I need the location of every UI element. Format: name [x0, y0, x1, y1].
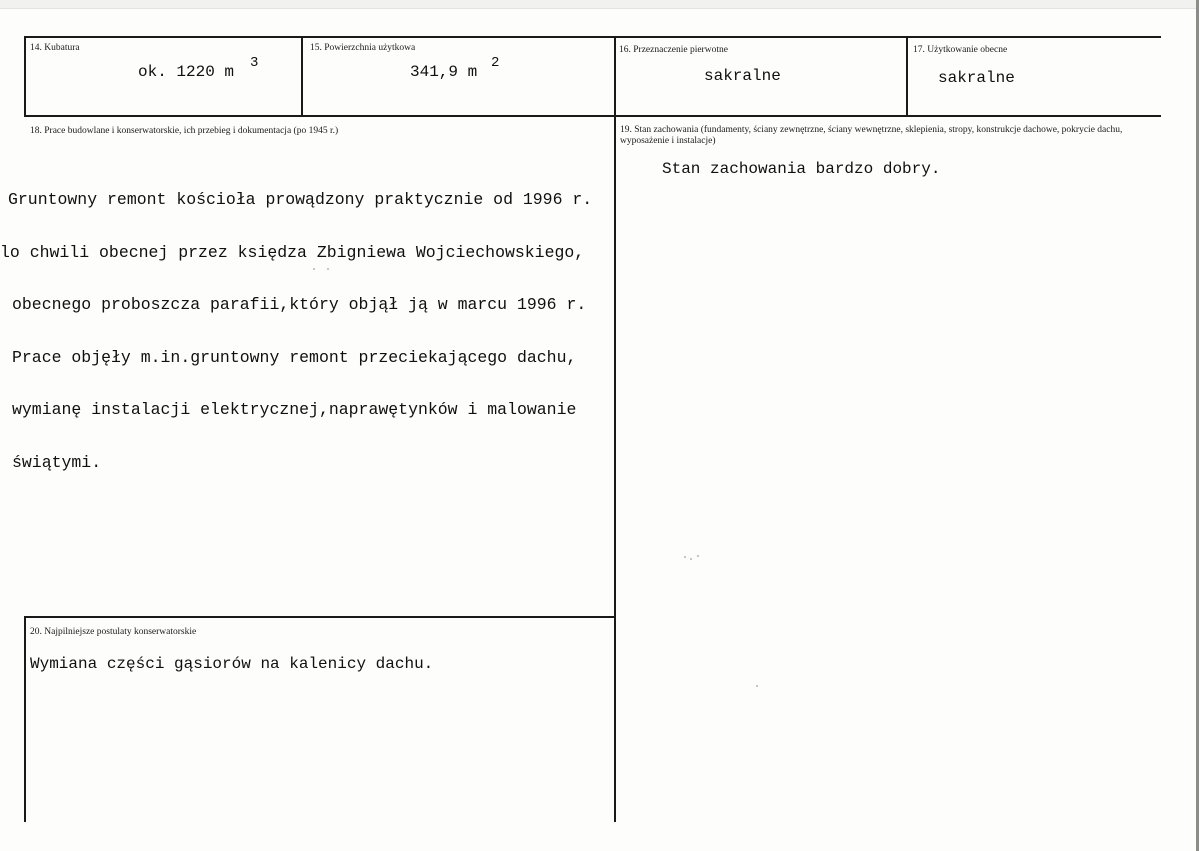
scan-speck [697, 555, 699, 557]
field-15-label: 15. Powierzchnia użytkowa [310, 43, 416, 53]
divider-16-17 [906, 36, 908, 117]
field-15-value: 341,9 m [410, 63, 478, 81]
scan-speck [684, 556, 686, 558]
scan-speck [313, 268, 315, 270]
left-border-field20 [24, 616, 26, 822]
left-border [24, 36, 26, 117]
field-18-label: 18. Prace budowlane i konserwatorskie, ich przebieg i dokumentacja (po 1945 r.) [30, 126, 339, 136]
field-18-text [0, 156, 592, 506]
field-18-line: lo chwili obecnej przez księdza Zbigniewa Wojciechowskiego, [0, 242, 585, 262]
field-16-value: sakralne [704, 67, 781, 85]
field-19-label: 19. Stan zachowania (fundamenty, ściany zewnętrzne, ściany wewnętrzne, sklepienia, stropy, konstrukcje dachowe, pokrycie dachu, wyposażenie i instalacje) [620, 125, 1123, 146]
field-17-value: sakralne [938, 69, 1015, 87]
scan-top-edge [0, 0, 1199, 9]
field-18-line: Gruntowny remont kościoła prowądzony praktycznie od 1996 r. [8, 190, 593, 209]
divider-14-15 [301, 36, 303, 117]
field-18-line: świątymi. [12, 452, 102, 472]
field-18-line: wymianę instalacji elektrycznej,naprawętynków i malowanie [12, 400, 577, 419]
field-19-value: Stan zachowania bardzo dobry. [662, 160, 941, 178]
scan-speck [690, 558, 692, 560]
field-20-label: 20. Najpilniejsze postulaty konserwatorskie [30, 627, 197, 637]
scan-speck [327, 268, 329, 270]
field-20-value: Wymiana części gąsiorów na kalenicy dachu. [30, 655, 434, 673]
top-border [24, 36, 1161, 38]
field-16-label: 16. Przeznaczenie pierwotne [619, 45, 728, 55]
scan-speck [756, 685, 758, 687]
field-14-value: ok. 1220 m [138, 63, 235, 81]
field-18-line: obecnego proboszcza parafii,który objął ją w marcu 1996 r. [12, 295, 587, 314]
row1-bottom-border [24, 115, 1161, 117]
field-17-label: 17. Użytkowanie obecne [913, 45, 1008, 55]
field-18-line: Prace objęły m.in.gruntowny remont przeciekającego dachu, [12, 347, 577, 367]
field-14-exponent: 3 [250, 55, 259, 71]
divider-main [614, 36, 616, 822]
field-14-label: 14. Kubatura [30, 43, 80, 53]
field20-top-border [24, 616, 616, 618]
field-15-exponent: 2 [491, 55, 500, 71]
